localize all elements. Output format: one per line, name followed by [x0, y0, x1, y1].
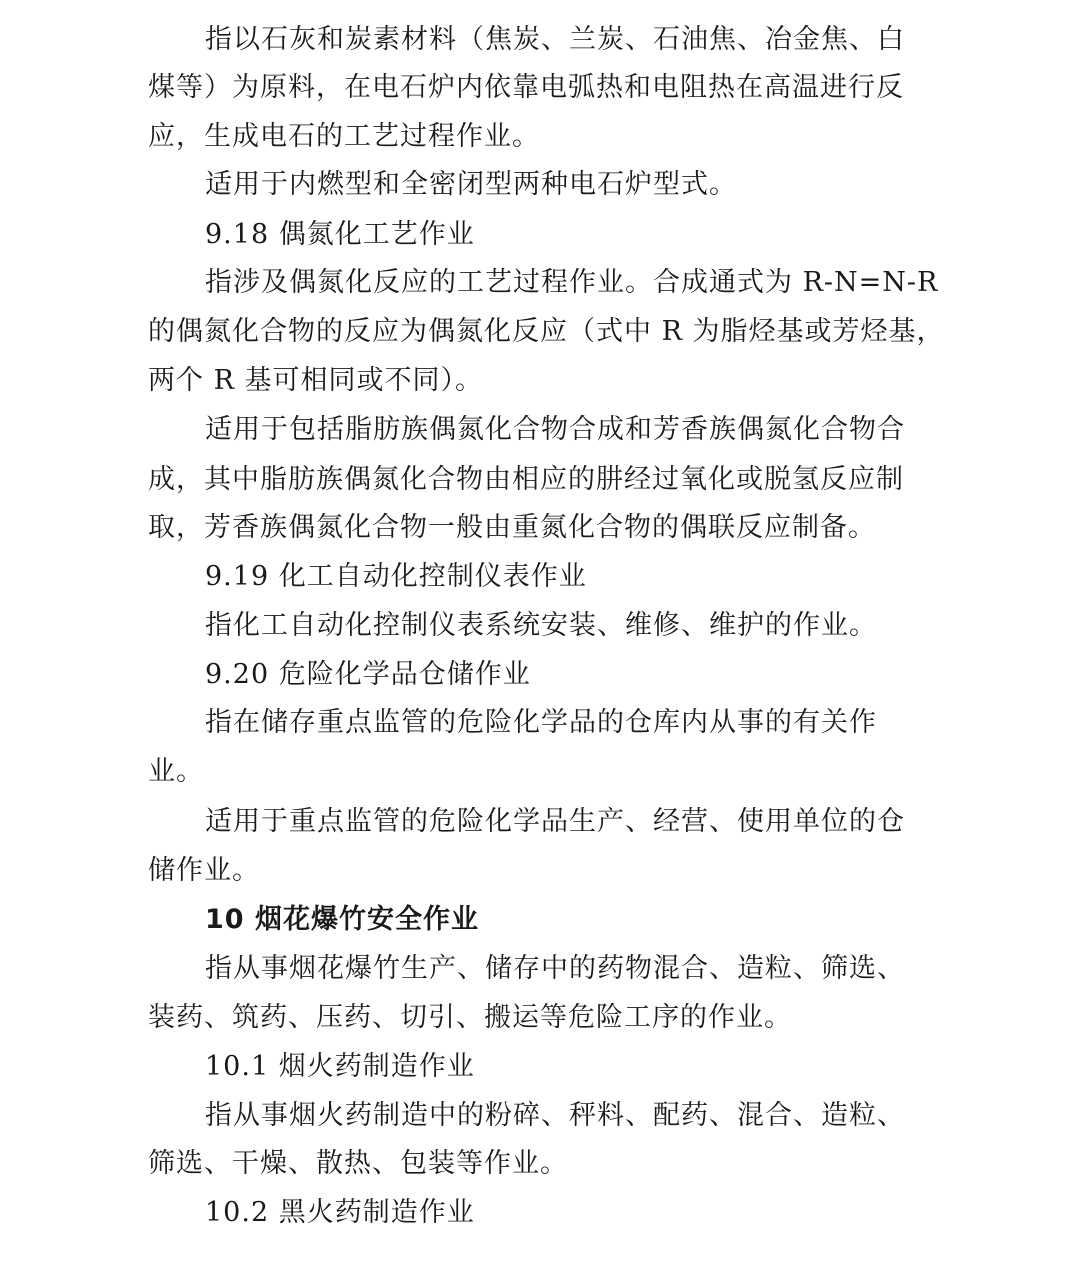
section-heading-9-19: 9.19 化工自动化控制仪表作业 [205, 561, 587, 592]
paragraph-line: 指涉及偶氮化反应的工艺过程作业。合成通式为 R-N=N-R [205, 267, 939, 298]
section-heading-10-1: 10.1 烟火药制造作业 [205, 1051, 475, 1082]
paragraph-line: 指以石灰和炭素材料（焦炭、兰炭、石油焦、冶金焦、白 [205, 24, 905, 55]
paragraph-line: 应，生成电石的工艺过程作业。 [148, 121, 540, 152]
section-heading-10-2: 10.2 黑火药制造作业 [205, 1197, 475, 1228]
section-heading-10: 10 烟花爆竹安全作业 [205, 904, 479, 935]
paragraph-line: 煤等）为原料，在电石炉内依靠电弧热和电阻热在高温进行反 [148, 72, 904, 103]
paragraph-line: 指在储存重点监管的危险化学品的仓库内从事的有关作 [205, 707, 877, 738]
paragraph-line: 业。 [148, 756, 204, 787]
paragraph-line: 两个 R 基可相同或不同）。 [148, 365, 483, 396]
paragraph-line: 的偶氮化合物的反应为偶氮化反应（式中 R 为脂烃基或芳烃基， [148, 316, 945, 347]
paragraph-line: 筛选、干燥、散热、包装等作业。 [148, 1148, 568, 1179]
paragraph-line: 指化工自动化控制仪表系统安装、维修、维护的作业。 [205, 610, 877, 641]
section-heading-9-18: 9.18 偶氮化工艺作业 [205, 219, 475, 250]
section-heading-9-20: 9.20 危险化学品仓储作业 [205, 659, 531, 690]
paragraph-line: 指从事烟花爆竹生产、储存中的药物混合、造粒、筛选、 [205, 953, 905, 984]
paragraph-line: 装药、筑药、压药、切引、搬运等危险工序的作业。 [148, 1002, 792, 1033]
paragraph-line: 取，芳香族偶氮化合物一般由重氮化合物的偶联反应制备。 [148, 512, 876, 543]
paragraph-line: 适用于内燃型和全密闭型两种电石炉型式。 [205, 169, 737, 200]
paragraph-line: 成，其中脂肪族偶氮化合物由相应的肼经过氧化或脱氢反应制 [148, 464, 904, 495]
paragraph-line: 适用于包括脂肪族偶氮化合物合成和芳香族偶氮化合物合 [205, 414, 905, 445]
paragraph-line: 指从事烟火药制造中的粉碎、秤料、配药、混合、造粒、 [205, 1100, 905, 1131]
paragraph-line: 储作业。 [148, 855, 260, 886]
paragraph-line: 适用于重点监管的危险化学品生产、经营、使用单位的仓 [205, 806, 905, 837]
